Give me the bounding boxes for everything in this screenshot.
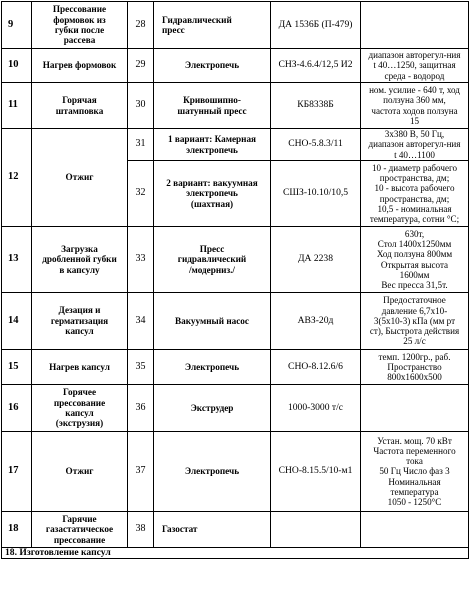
equipment-model: ДА 2238 (271, 227, 361, 293)
stage-cell: Отжиг (32, 432, 128, 512)
stage-cell: Нагрев формовок (32, 49, 128, 83)
table-row (2, 49, 469, 83)
equipment-model: СНО-8.12.6/6 (271, 350, 361, 385)
equipment-number: 30 (128, 83, 154, 129)
equipment-number: 36 (128, 385, 154, 432)
stage-cell: Горячая штамповка (32, 83, 128, 129)
row-number: 13 (2, 227, 32, 293)
stage-cell: Гарячие газастатическое прессование (32, 512, 128, 548)
equipment-name: Газостат (154, 512, 271, 548)
equipment-name: Вакуумный насос (154, 293, 271, 350)
equipment-model: КБ8338Б (271, 83, 361, 129)
equipment-number: 38 (128, 512, 154, 548)
equipment-number: 37 (128, 432, 154, 512)
table-row (2, 385, 469, 432)
equipment-number: 33 (128, 227, 154, 293)
stage-cell: Загрузка дробленной губки в капсулу (32, 227, 128, 293)
section-heading: 18. Изготовление капсул (2, 548, 469, 559)
equipment-model: СНО-5.8.3/11 (271, 129, 361, 161)
equipment-name: Пресс гидравлический /модерниз./ (154, 227, 271, 293)
equipment-model: АВЗ-20д (271, 293, 361, 350)
equipment-name: Электропечь (154, 350, 271, 385)
equipment-spec (361, 385, 469, 432)
equipment-spec: 3х380 В, 50 Гц, диапазон авторегул-ния t 40…1100 (361, 129, 469, 161)
row-number: 15 (2, 350, 32, 385)
equipment-spec: 630т, Стол 1400х1250мм Ход ползуна 800мм Открытая высота 1600мм Вес пресса 31,5т. (361, 227, 469, 293)
equipment-number: 28 (128, 2, 154, 49)
table-row (2, 2, 469, 49)
equipment-spec: темп. 1200гр., раб. Пространство 800х1600х500 (361, 350, 469, 385)
row-number: 17 (2, 432, 32, 512)
table-row (2, 350, 469, 385)
stage-cell: Отжиг (32, 129, 128, 227)
stage-cell: Нагрев капсул (32, 350, 128, 385)
row-number: 11 (2, 83, 32, 129)
equipment-spec: Устан. мощ. 70 кВт Частота переменного тока 50 Гц Число фаз 3 Номинальная температура 1050 - 1250°С (361, 432, 469, 512)
equipment-spec (361, 2, 469, 49)
equipment-model: СНО-8.15.5/10-м1 (271, 432, 361, 512)
equipment-name: Кривошипно- шатунный пресс (154, 83, 271, 129)
equipment-spec (361, 512, 469, 548)
table-row (2, 432, 469, 512)
equipment-name: Гидравлический пресс (154, 2, 271, 49)
row-number: 16 (2, 385, 32, 432)
equipment-number: 31 (128, 129, 154, 161)
stage-cell: Дезация и герматизация капсул (32, 293, 128, 350)
equipment-model: СШЗ-10.10/10,5 (271, 161, 361, 227)
equipment-name: Электропечь (154, 432, 271, 512)
table-row (2, 227, 469, 293)
equipment-model: 1000-3000 т/с (271, 385, 361, 432)
equipment-spec: Предостаточное давление 6,7х10- 3(5х10-3) кПа (мм рт ст), Быстрота действия 25 л/с (361, 293, 469, 350)
table-row (2, 129, 469, 161)
equipment-spec: диапазон авторегул-ния t 40…1250, защитная среда - водород (361, 49, 469, 83)
stage-cell: Прессование формовок из губки после рассева (32, 2, 128, 49)
stage-cell: Горячее прессование капсул (экструзия) (32, 385, 128, 432)
equipment-number: 34 (128, 293, 154, 350)
row-number: 14 (2, 293, 32, 350)
table-row (2, 293, 469, 350)
equipment-spec: 10 - диаметр рабочего пространства, дм; 10 - высота рабочего пространства, дм; 10,5 - номинальная температура, сотни °С; (361, 161, 469, 227)
row-number: 9 (2, 2, 32, 49)
equipment-name: Электропечь (154, 49, 271, 83)
equipment-name: Экструдер (154, 385, 271, 432)
row-number: 12 (2, 129, 32, 227)
section-heading-row (2, 548, 469, 559)
equipment-model: СНЗ-4.6.4/12,5 И2 (271, 49, 361, 83)
row-number: 10 (2, 49, 32, 83)
equipment-spec: ном. усилие - 640 т, ход ползуна 360 мм, частота ходов ползуна 15 (361, 83, 469, 129)
equipment-name: 2 вариант: вакуумная электропечь (шахтная) (154, 161, 271, 227)
equipment-model: ДА 1536Б (П-479) (271, 2, 361, 49)
equipment-number: 35 (128, 350, 154, 385)
equipment-table (1, 1, 469, 559)
equipment-model (271, 512, 361, 548)
equipment-number: 32 (128, 161, 154, 227)
equipment-name: 1 вариант: Камерная электропечь (154, 129, 271, 161)
table-row (2, 83, 469, 129)
table-row (2, 512, 469, 548)
equipment-number: 29 (128, 49, 154, 83)
row-number: 18 (2, 512, 32, 548)
